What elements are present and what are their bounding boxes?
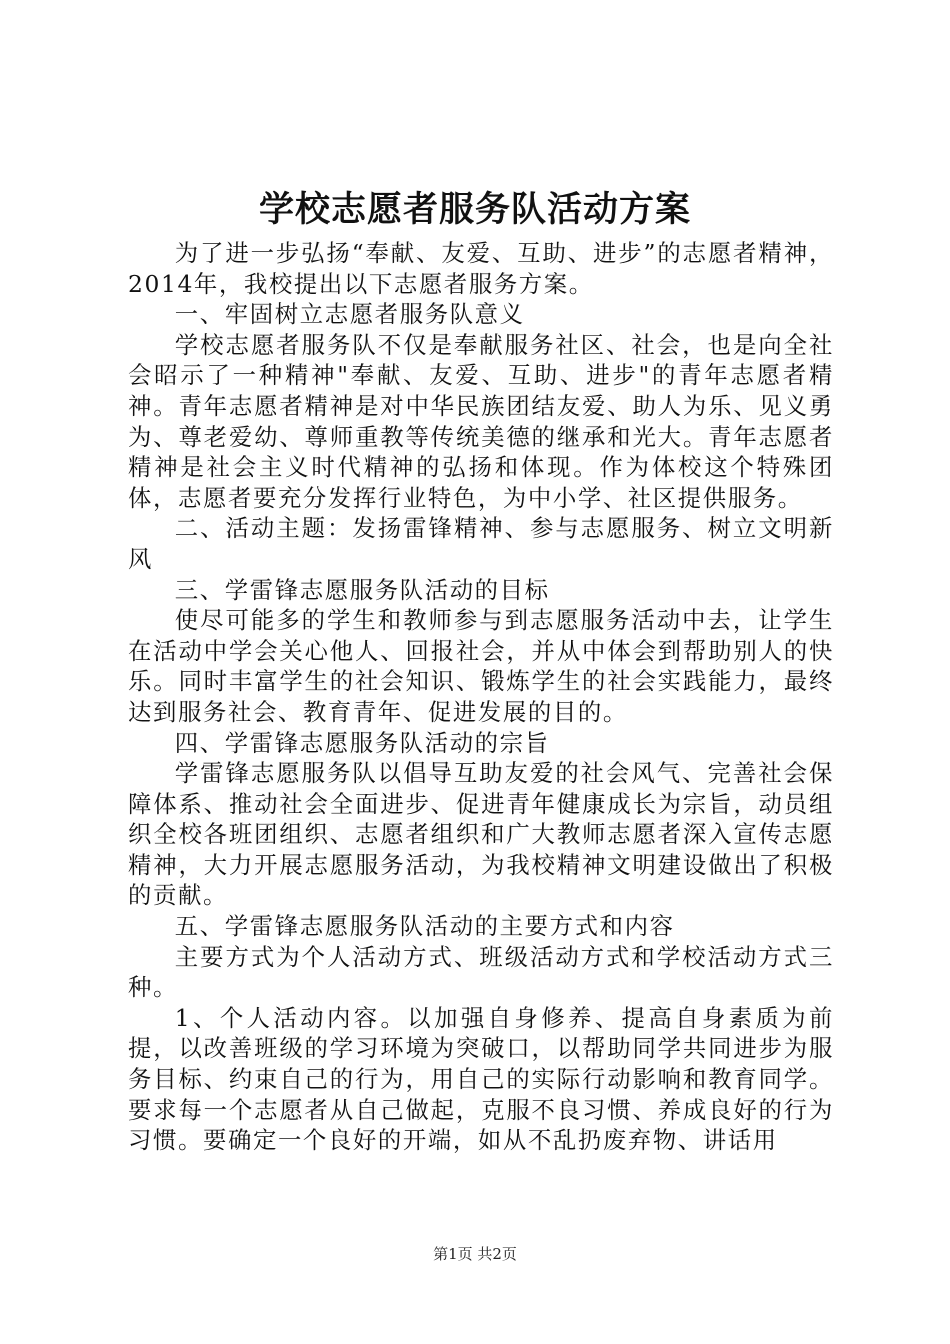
body-paragraph: 学雷锋志愿服务队以倡导互助友爱的社会风气、完善社会保障体系、推动社会全面进步、促进青年健康成长为宗旨，动员组织全校各班团组织、志愿者组织和广大教师志愿者深入宣传志愿精神，大力开展志愿服务活动，为我校精神文明建设做出了积极的贡献。 — [128, 759, 834, 910]
document-body — [128, 238, 834, 1156]
body-paragraph: 主要方式为个人活动方式、班级活动方式和学校活动方式三种。 — [128, 942, 834, 1002]
section-heading-1: 一、牢固树立志愿者服务队意义 — [174, 300, 525, 329]
section-heading-2: 二、活动主题：发扬雷锋精神、参与志愿服务、树立文明新风 — [128, 514, 834, 573]
section-heading-3: 三、学雷锋志愿服务队活动的目标 — [174, 575, 550, 604]
body-paragraph: 使尽可能多的学生和教师参与到志愿服务活动中去，让学生在活动中学会关心他人、回报社会，并从中体会到帮助别人的快乐。同时丰富学生的社会知识、锻炼学生的社会实践能力，最终达到服务社会、教育青年、促进发展的目的。 — [128, 606, 834, 726]
page-number-footer: 第1页 共2页 — [433, 1245, 517, 1263]
body-paragraph: 1、个人活动内容。以加强自身修养、提高自身素质为前提，以改善班级的学习环境为突破口，以帮助同学共同进步为服务目标、约束自己的行为，用自己的实际行动影响和教育同学。要求每一个志愿者从自己做起，克服不良习惯、养成良好的行为习惯。要确定一个良好的开端，如从不乱扔废弃物、讲话用 — [128, 1003, 834, 1155]
intro-paragraph: 为了进一步弘扬“奉献、友爱、互助、进步”的志愿者精神，2014年，我校提出以下志愿者服务方案。 — [128, 239, 834, 298]
body-paragraph: 学校志愿者服务队不仅是奉献服务社区、社会，也是向全社会昭示了一种精神"奉献、友爱、互助、进步"的青年志愿者精神。青年志愿者精神是对中华民族团结友爱、助人为乐、见义勇为、尊老爱幼、尊师重教等传统美德的继承和光大。青年志愿者精神是社会主义时代精神的弘扬和体现。作为体校这个特殊团体，志愿者要充分发挥行业特色，为中小学、社区提供服务。 — [128, 330, 834, 512]
section-heading-4: 四、学雷锋志愿服务队活动的宗旨 — [174, 728, 550, 757]
document-title: 学校志愿者服务队活动方案 — [258, 189, 691, 230]
section-heading-5: 五、学雷锋志愿服务队活动的主要方式和内容 — [174, 912, 675, 941]
